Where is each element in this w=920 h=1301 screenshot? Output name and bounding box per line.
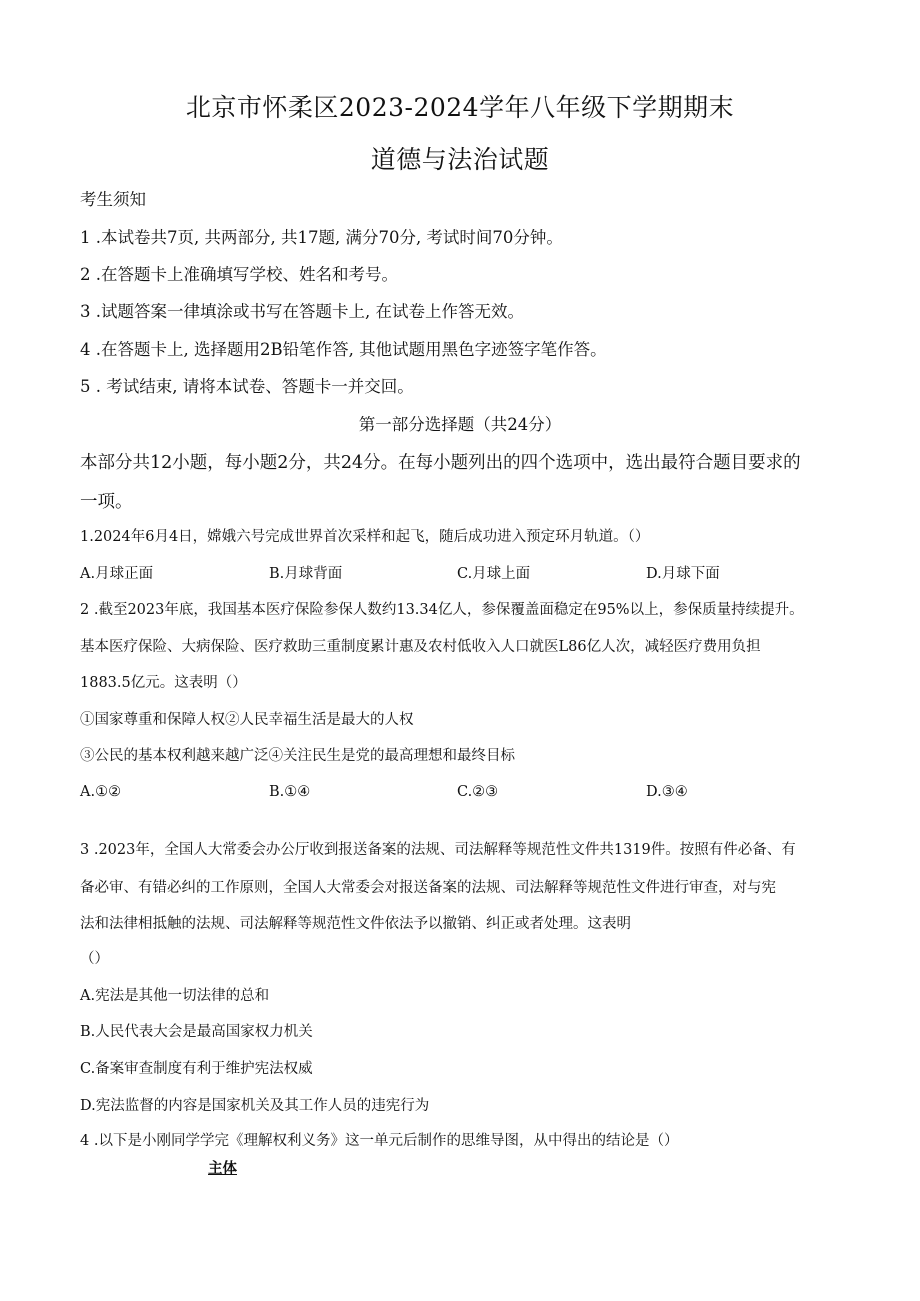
question-3-option-a: A.宪法是其他一切法律的总和 xyxy=(80,988,270,1004)
exam-subtitle: 道德与法治试题 xyxy=(370,145,550,174)
question-3-line-2: 备必审、有错必纠的工作原则，全国人大常委会对报送备案的法规、司法解释等规范性文件进行审查，对与宪 xyxy=(80,880,776,896)
notice-item-1: 1 .本试卷共7页, 共两部分, 共17题, 满分70分, 考试时间70分钟。 xyxy=(80,228,563,247)
question-1-option-c: C.月球上面 xyxy=(457,566,531,582)
notice-item-2: 2 .在答题卡上准确填写学校、姓名和考号。 xyxy=(80,265,398,284)
notice-item-3: 3 .试题答案一律填涂或书写在答题卡上, 在试卷上作答无效。 xyxy=(80,302,524,321)
question-2-line-1: 2 .截至2023年底，我国基本医疗保险参保人数约13.34亿人，参保覆盖面稳定在95%以上，参保质量持续提升。 xyxy=(80,602,804,618)
question-2-option-c: C.②③ xyxy=(457,784,499,800)
question-3-line-3: 法和法律相抵触的法规、司法解释等规范性文件依法予以撤销、纠正或者处理。这表明 xyxy=(80,916,631,932)
question-3-option-d: D.宪法监督的内容是国家机关及其工作人员的违宪行为 xyxy=(80,1098,430,1114)
question-2-option-a: A.①② xyxy=(80,784,122,800)
question-4-stem: 4 .以下是小刚同学学完《理解权利义务》这一单元后制作的思维导图，从中得出的结论是（） xyxy=(80,1133,679,1149)
question-3-line-1: 3 .2023年，全国人大常委会办公厅收到报送备案的法规、司法解释等规范性文件共1319件。按照有件必备、有 xyxy=(80,842,796,858)
notice-item-5: 5 . 考试结束, 请将本试卷、答题卡一并交回。 xyxy=(80,377,414,396)
question-3-option-c: C.备案审查制度有利于维护宪法权威 xyxy=(80,1061,313,1077)
part1-intro-line1: 本部分共12小题，每小题2分，共24分。在每小题列出的四个选项中，选出最符合题目要求的 xyxy=(80,453,801,473)
question-1-option-a: A.月球正面 xyxy=(80,566,154,582)
question-1-option-d: D.月球下面 xyxy=(646,566,720,582)
question-2-statement-1: ①国家尊重和保障人权②人民幸福生活是最大的人权 xyxy=(80,712,414,728)
notice-item-4: 4 .在答题卡上, 选择题用2B铅笔作答, 其他试题用黑色字迹签字笔作答。 xyxy=(80,340,607,359)
question-1-stem: 1.2024年6月4日，嫦娥六号完成世界首次采样和起飞，随后成功进入预定环月轨道。（） xyxy=(80,529,650,545)
question-3-option-b: B.人民代表大会是最高国家权力机关 xyxy=(80,1024,313,1040)
part1-title: 第一部分选择题（共24分） xyxy=(358,415,562,434)
notice-heading: 考生须知 xyxy=(80,190,146,209)
question-2-option-b: B.①④ xyxy=(269,784,311,800)
question-2-line-3: 1883.5亿元。这表明（） xyxy=(80,675,247,691)
question-2-line-2: 基本医疗保险、大病保险、医疗救助三重制度累计惠及农村低收入人口就医L86亿人次，减轻医疗费用负担 xyxy=(80,639,761,655)
question-2-option-d: D.③④ xyxy=(646,784,688,800)
mindmap-node-subject: 主体 xyxy=(208,1160,237,1177)
part1-intro-line2: 一项。 xyxy=(80,492,133,512)
question-3-line-4: （） xyxy=(80,951,109,967)
question-2-statement-2: ③公民的基本权利越来越广泛④关注民生是党的最高理想和最终目标 xyxy=(80,748,515,764)
exam-title: 北京市怀柔区2023-2024学年八年级下学期期末 xyxy=(185,93,735,122)
question-1-option-b: B.月球背面 xyxy=(269,566,343,582)
